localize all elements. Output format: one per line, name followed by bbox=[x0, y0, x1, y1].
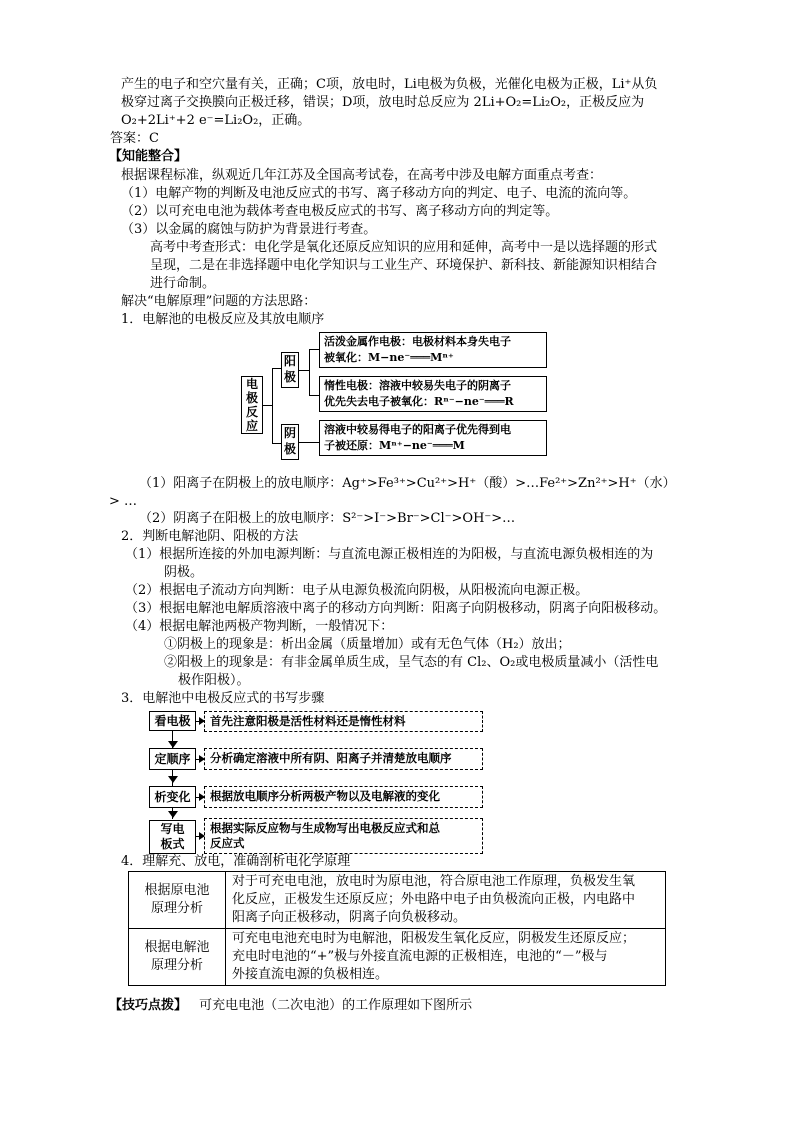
diagram-root-box bbox=[241, 376, 263, 434]
cathode-reaction-box bbox=[319, 420, 547, 456]
anode-box bbox=[281, 352, 299, 388]
cathode-char: 极 bbox=[283, 442, 296, 456]
box-line: 惰性电极：溶液中较易失电子的阴离子 bbox=[324, 379, 511, 392]
integration-item-3: （3）以金属的腐蚀与防护为背景进行考查。 bbox=[121, 222, 377, 237]
step-analyze-change: 析变化 bbox=[149, 786, 196, 808]
box-line: 子被还原：Mⁿ⁺−ne⁻═══M bbox=[324, 439, 465, 452]
integration-item-1: （1）电解产物的判断及电池反应式的书写、离子移动方向的判定、电子、电流的流向等。 bbox=[121, 186, 637, 201]
row-head bbox=[129, 929, 226, 986]
table-row bbox=[129, 929, 666, 986]
step-3-desc: 根据放电顺序分析两极产物以及电解液的变化 bbox=[204, 786, 483, 808]
row-body bbox=[226, 872, 666, 929]
step-determine-order: 定顺序 bbox=[149, 748, 196, 770]
exam-form-line-2: 呈现，二是在非选择题中电化学知识与工业生产、环境保护、新科技、新能源知识相结合 bbox=[150, 258, 658, 273]
body-line: 充电时电池的“+”极与外接直流电源的正极相连，电池的“－”极与 bbox=[232, 949, 608, 964]
judge-item-1: （1）根据所连接的外加电源判断：与直流电源正极相连的为阳极，与直流电源负极相连的为 bbox=[125, 547, 654, 562]
judge-item-2: （2）根据电子流动方向判断：电子从电源负极流向阴极，从阳极流向电源正极。 bbox=[125, 583, 589, 598]
head-line: 根据电解池 bbox=[144, 940, 210, 955]
anode-phenomenon-cont: 极作阳极）。 bbox=[178, 673, 250, 688]
row-head bbox=[129, 872, 226, 929]
judge-item-4: （4）根据电解池两极产物判断，一般情况下： bbox=[125, 619, 394, 634]
tip-heading: 【技巧点拨】 bbox=[109, 998, 188, 1013]
exam-form-line-3: 进行命制。 bbox=[150, 276, 216, 291]
judge-item-1-cont: 阴极。 bbox=[164, 565, 204, 580]
box-line: 优先失去电子被氧化：Rⁿ⁻−ne⁻═══R bbox=[324, 395, 514, 408]
body-line: 阳离子向正极移动，阴离子向负极移动。 bbox=[232, 910, 467, 925]
method-intro: 解决“电解原理”问题的方法思路： bbox=[121, 294, 317, 309]
analysis-line-1: 产生的电子和空穴量有关，正确；C项，放电时，Li电极为负极，光催化电极为正极，Li⁺从负 bbox=[121, 77, 658, 92]
cathode-char: 阴 bbox=[283, 426, 296, 440]
cation-order-cont: > … bbox=[109, 494, 138, 509]
integration-intro: 根据课程标准，纵观近几年江苏及全国高考试卷，在高考中涉及电解方面重点考查： bbox=[121, 168, 603, 183]
body-line: 外接直流电源的负极相连。 bbox=[232, 967, 389, 982]
section-3-title: 3．电解池中电极反应式的书写步骤 bbox=[121, 691, 325, 706]
section-2-title: 2．判断电解池阴、阳极的方法 bbox=[121, 529, 299, 544]
integration-heading: 【知能整合】 bbox=[109, 149, 188, 164]
step-desc-line: 反应式 bbox=[210, 836, 245, 850]
head-line: 原理分析 bbox=[150, 901, 203, 916]
analysis-line-3: O₂+2Li⁺+2 e⁻=Li₂O₂，正确。 bbox=[121, 113, 311, 128]
active-metal-anode-box bbox=[319, 332, 547, 368]
step-see-electrode: 看电极 bbox=[149, 711, 196, 731]
cathode-phenomenon: ①阴极上的现象是：析出金属（质量增加）或有无色气体（H₂）放出； bbox=[164, 637, 571, 652]
charge-discharge-table bbox=[128, 871, 666, 986]
answer: 答案：C bbox=[110, 131, 159, 146]
tip-text: 可充电电池（二次电池）的工作原理如下图所示 bbox=[199, 998, 473, 1013]
body-line: 可充电电池充电时为电解池，阳极发生氧化反应，阴极发生还原反应； bbox=[232, 931, 636, 946]
step-label-line: 板式 bbox=[160, 837, 185, 851]
anion-order: （2）阴离子在阳极上的放电顺序：S²⁻>I⁻>Br⁻>Cl⁻>OH⁻>… bbox=[139, 511, 516, 526]
anode-char: 极 bbox=[283, 370, 296, 384]
root-char: 电 bbox=[245, 377, 258, 391]
inert-anode-box bbox=[319, 376, 547, 412]
body-line: 化反应，正极发生还原反应；外电路中电子由负极流向正极，内电路中 bbox=[232, 892, 636, 907]
box-line: 溶液中较易得电子的阳离子优先得到电 bbox=[324, 423, 511, 436]
head-line: 原理分析 bbox=[150, 958, 203, 973]
cathode-box bbox=[281, 424, 299, 460]
integration-item-2: （2）以可充电电池为载体考查电极反应式的书写、离子移动方向的判定等。 bbox=[121, 204, 559, 219]
root-char: 应 bbox=[245, 419, 258, 433]
analysis-line-2: 极穿过离子交换膜向正极迁移，错误；D项，放电时总反应为 2Li+O₂=Li₂O₂，正极反应为 bbox=[121, 95, 645, 110]
judge-item-3: （3）根据电解池电解质溶液中离子的移动方向判断：阳离子向阴极移动，阴离子向阳极移动。 bbox=[125, 601, 667, 616]
step-4-desc bbox=[204, 818, 483, 854]
anode-char: 阳 bbox=[283, 354, 296, 368]
box-line: 被氧化：M−ne⁻═══Mⁿ⁺ bbox=[324, 351, 454, 364]
anode-phenomenon: ②阳极上的现象是：有非金属单质生成，呈气态的有 Cl₂、O₂或电极质量减小（活性电 bbox=[164, 655, 659, 670]
step-write-equation bbox=[149, 820, 196, 854]
exam-form-line-1: 高考中考查形式：电化学是氧化还原反应知识的应用和延伸，高考中一是以选择题的形式 bbox=[150, 240, 658, 255]
box-line: 活泼金属作电极：电极材料本身失电子 bbox=[324, 335, 511, 348]
tip-line bbox=[109, 997, 472, 1015]
table-row bbox=[129, 872, 666, 929]
root-char: 反 bbox=[245, 405, 258, 419]
step-label-line: 写电 bbox=[160, 822, 185, 836]
step-2-desc: 分析确定溶液中所有阴、阳离子并清楚放电顺序 bbox=[204, 748, 483, 770]
cation-order: （1）阳离子在阴极上的放电顺序：Ag⁺>Fe³⁺>Cu²⁺>H⁺（酸）>…Fe²⁺>Zn²⁺>H⁺（水） bbox=[139, 476, 676, 491]
row-body bbox=[226, 929, 666, 986]
step-1-desc: 首先注意阳极是活性材料还是惰性材料 bbox=[204, 711, 483, 732]
section-4-title: 4．理解充、放电，准确剖析电化学原理 bbox=[121, 854, 351, 869]
body-line: 对于可充电电池，放电时为原电池，符合原电池工作原理，负极发生氧 bbox=[232, 874, 636, 889]
section-1-title: 1．电解池的电极反应及其放电顺序 bbox=[121, 312, 325, 327]
head-line: 根据原电池 bbox=[144, 883, 210, 898]
root-char: 极 bbox=[245, 391, 258, 405]
step-desc-line: 根据实际反应物与生成物写出电极反应式和总 bbox=[210, 821, 440, 835]
